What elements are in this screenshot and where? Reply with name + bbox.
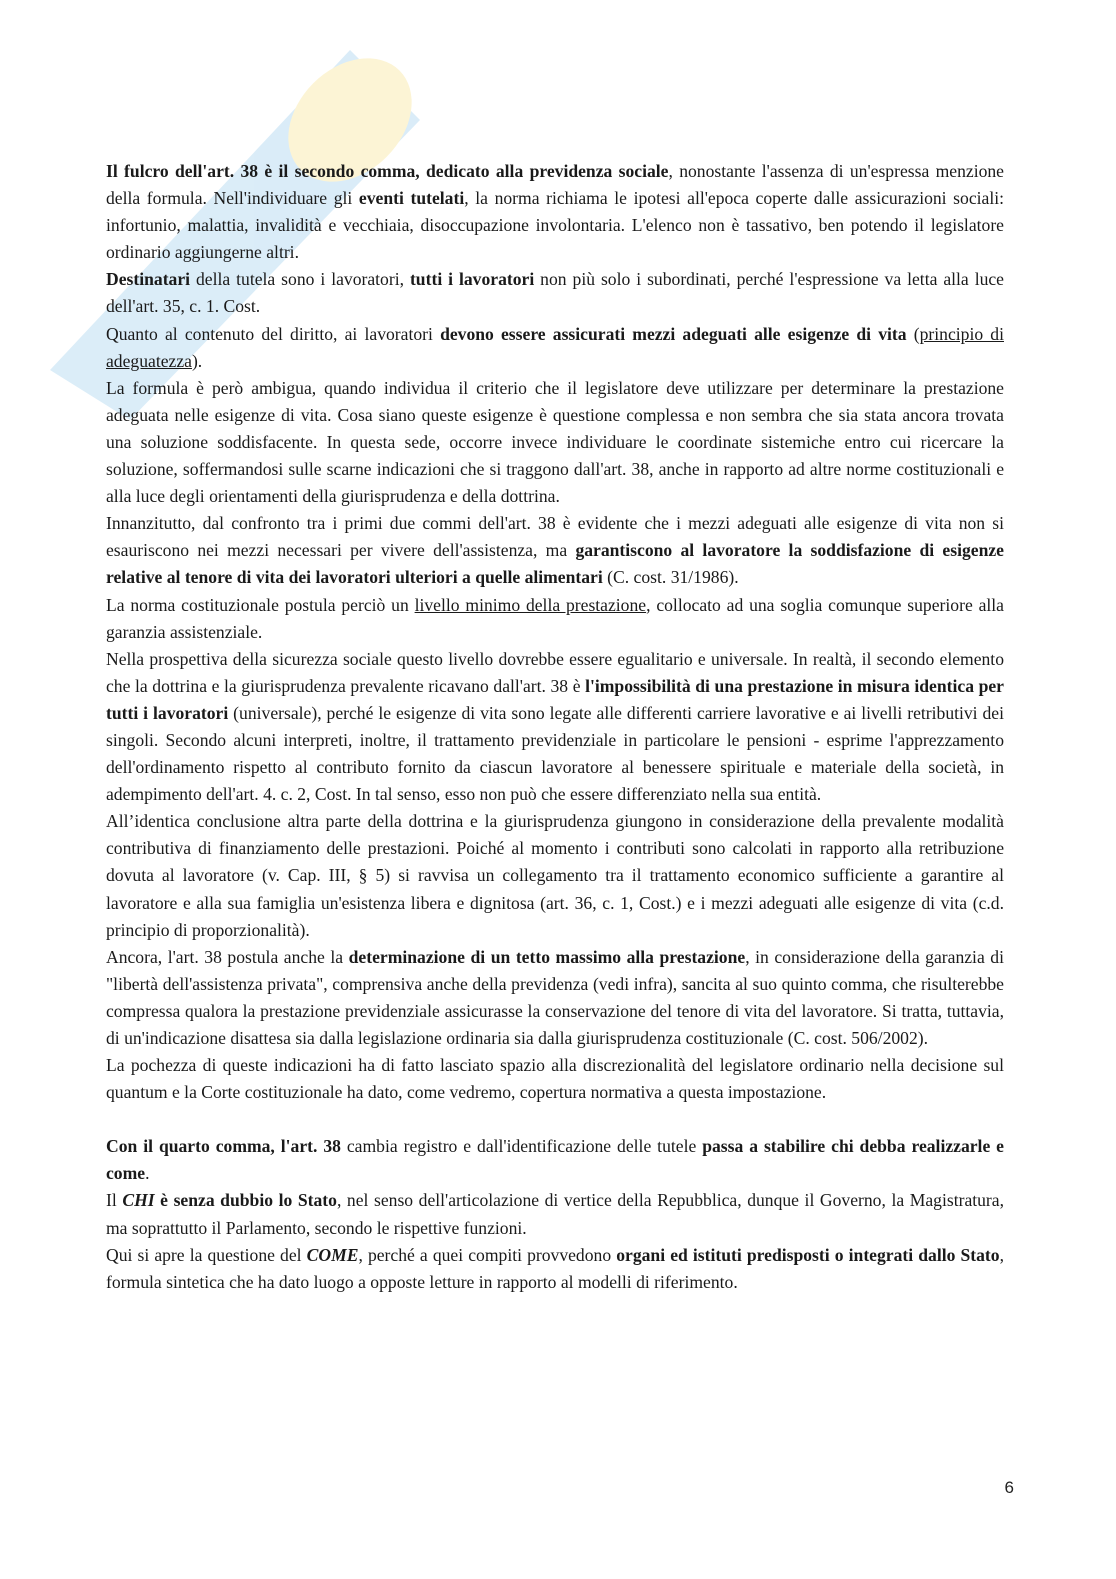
text-run: La pochezza di queste indicazioni ha di fatto lasciato spazio alla discrezionalità del legislatore ordinario nella decisione sul quantum e la Corte costituzionale ha dato, come vedremo, copertura normativa a questa impostazione. <box>106 1055 1004 1103</box>
text-run: Ancora, l'art. 38 postula anche la <box>106 946 349 967</box>
text-run: passa a stabilire chi debba realizzarle e come <box>106 1136 1004 1184</box>
text-run: Nella prospettiva della sicurezza sociale questo livello dovrebbe essere egualitario e universale. In realtà, il secondo elemento che la dottrina e la giurisprudenza prevalente ricavano dall'art. 38 è <box>106 648 1004 696</box>
text-run: Innanzitutto, dal confronto tra i primi due commi dell'art. 38 è evidente che i mezzi adeguati alle esigenze di vita non si esauriscono nei mezzi necessari per vivere dell'assistenza, ma <box>106 513 1004 561</box>
paragraph-2 <box>106 266 1004 320</box>
text-run: Qui si apre la questione del <box>106 1244 307 1265</box>
text-run: determinazione di un tetto massimo alla prestazione <box>348 946 746 967</box>
text-run: Quanto al contenuto del diritto, ai lavoratori <box>106 323 441 344</box>
text-run: organi ed istituti predisposti o integrati dallo Stato <box>616 1244 1000 1265</box>
paragraph-13 <box>106 1242 1004 1296</box>
text-run: La norma costituzionale postula perciò un <box>106 594 415 615</box>
text-run: livello minimo della prestazione <box>414 594 647 615</box>
text-run: , la norma richiama le ipotesi all'epoca coperte dalle assicurazioni sociali: infortunio, malattia, invalidità e vecchiaia, disoccupazione involontaria. L'elenco non è tassativo, ben potendo il legislatore ordinario aggiungerne altri. <box>106 188 1004 263</box>
text-run: Il <box>106 1190 123 1211</box>
text-run: All’identica conclusione altra parte della dottrina e la giurisprudenza giungono in considerazione della prevalente modalità contributiva di finanziamento delle prestazioni. Poiché al momento i contributi sono calcolati in rapporto alla retribuzione dovuta al lavoratore (v. Cap. III, § 5) si ravvisa un collegamento tra il trattamento economico sufficiente a garantire al lavoratore e alla sua famiglia un'esistenza libera e dignitosa (art. 36, c. 1, Cost.) e i mezzi adeguati alle esigenze di vita (c.d. principio di proporzionalità). <box>106 811 1004 940</box>
text-run: . <box>145 1163 150 1184</box>
text-run: tutti i lavoratori <box>409 269 535 290</box>
text-run: Il fulcro dell'art. 38 è il secondo comma, dedicato alla previdenza sociale <box>106 161 669 181</box>
paragraph-4 <box>106 375 1004 510</box>
text-run: è senza dubbio lo Stato <box>154 1190 337 1211</box>
page-number: 6 <box>1004 1478 1014 1497</box>
text-run: principio di adeguatezza <box>106 323 1004 371</box>
text-run: La formula è però ambigua, quando individua il criterio che il legislatore deve utilizzare per determinare la prestazione adeguata nelle esigenze di vita. Cosa siano queste esigenze è questione complessa e non sembra che sia stata ancora trovata una soluzione soddisfacente. In questa sede, occorre invece individuare le coordinate sistemiche entro cui ricercare la soluzione, soffermandosi sulle scarne indicazioni che si traggono dall'art. 38, anche in rapporto ad altre norme costituzionali e alla luce degli orientamenti della giurisprudenza e della dottrina. <box>106 377 1004 507</box>
text-run: l'impossibilità di una prestazione in misura identica per tutti i lavoratori <box>106 675 1004 723</box>
paragraph-9 <box>106 944 1004 1052</box>
paragraph-11 <box>106 1133 1004 1187</box>
text-run: , nel senso dell'articolazione di vertice della Repubblica, dunque il Governo, la Magistratura, ma soprattutto il Parlamento, secondo le rispettive funzioni. <box>106 1190 1005 1238</box>
document-body <box>106 158 1004 1296</box>
text-run: ( <box>906 323 920 344</box>
text-run: , formula sintetica che ha dato luogo a opposte letture in rapporto al modelli di riferimento. <box>106 1244 1004 1292</box>
text-run: Destinatari <box>106 269 191 290</box>
text-run: Con il quarto comma, l'art. 38 <box>106 1136 341 1157</box>
text-run: , nonostante l'assenza di un'espressa menzione della formula. Nell'individuare gli <box>106 161 1004 209</box>
text-run: devono essere assicurati mezzi adeguati alle esigenze di vita <box>440 323 907 344</box>
paragraph-7 <box>106 646 1004 809</box>
text-run: non più solo i subordinati, perché l'espressione va letta alla luce dell'art. 35, c. 1. Cost. <box>106 269 1004 317</box>
text-run: garantiscono al lavoratore la soddisfazione di esigenze relative al tenore di vita dei lavoratori ulteriori a quelle alimentari <box>106 540 1004 588</box>
text-run: COME <box>306 1244 359 1265</box>
paragraph-3 <box>106 321 1004 375</box>
text-run: della tutela sono i lavoratori, <box>190 269 410 290</box>
text-run: eventi tutelati <box>358 188 465 209</box>
paragraph-10 <box>106 1052 1004 1106</box>
paragraph-6 <box>106 592 1004 646</box>
text-run: , in considerazione della garanzia di "libertà dell'assistenza privata", comprensiva anche della previdenza (vedi infra), sancita al suo quinto comma, che risulterebbe compressa qualora la prestazione previdenziale assicurasse la conservazione del tenore di vita del lavoratore. Si tratta, tuttavia, di un'indicazione disattesa sia dalla legislazione ordinaria sia dalla giurisprudenza costituzionale (C. cost. 506/2002). <box>106 946 1004 1048</box>
text-run: , collocato ad una soglia comunque superiore alla garanzia assistenziale. <box>106 594 1004 642</box>
text-run: ). <box>191 350 203 371</box>
text-run: CHI <box>122 1190 155 1211</box>
text-run: (C. cost. 31/1986). <box>602 567 739 588</box>
text-run: (universale), perché le esigenze di vita sono legate alle differenti carriere lavorative e ai livelli retributivi dei singoli. Secondo alcuni interpreti, inoltre, il trattamento previdenziale in particolare le pensioni - esprime l'apprezzamento dell'ordinamento rispetto al contributo fornito da ciascun lavoratore al benessere spirituale e materiale della società, in adempimento dell'art. 4. c. 2, Cost. In tal senso, esso non può che essere differenziato nella sua entità. <box>106 702 1005 805</box>
paragraph-8 <box>106 808 1004 943</box>
text-run: cambia registro e dall'identificazione delle tutele <box>340 1136 703 1157</box>
text-run: , perché a quei compiti provvedono <box>358 1244 617 1265</box>
paragraph-5 <box>106 510 1004 591</box>
paragraph-12 <box>106 1187 1004 1241</box>
paragraph-1 <box>106 158 1004 266</box>
